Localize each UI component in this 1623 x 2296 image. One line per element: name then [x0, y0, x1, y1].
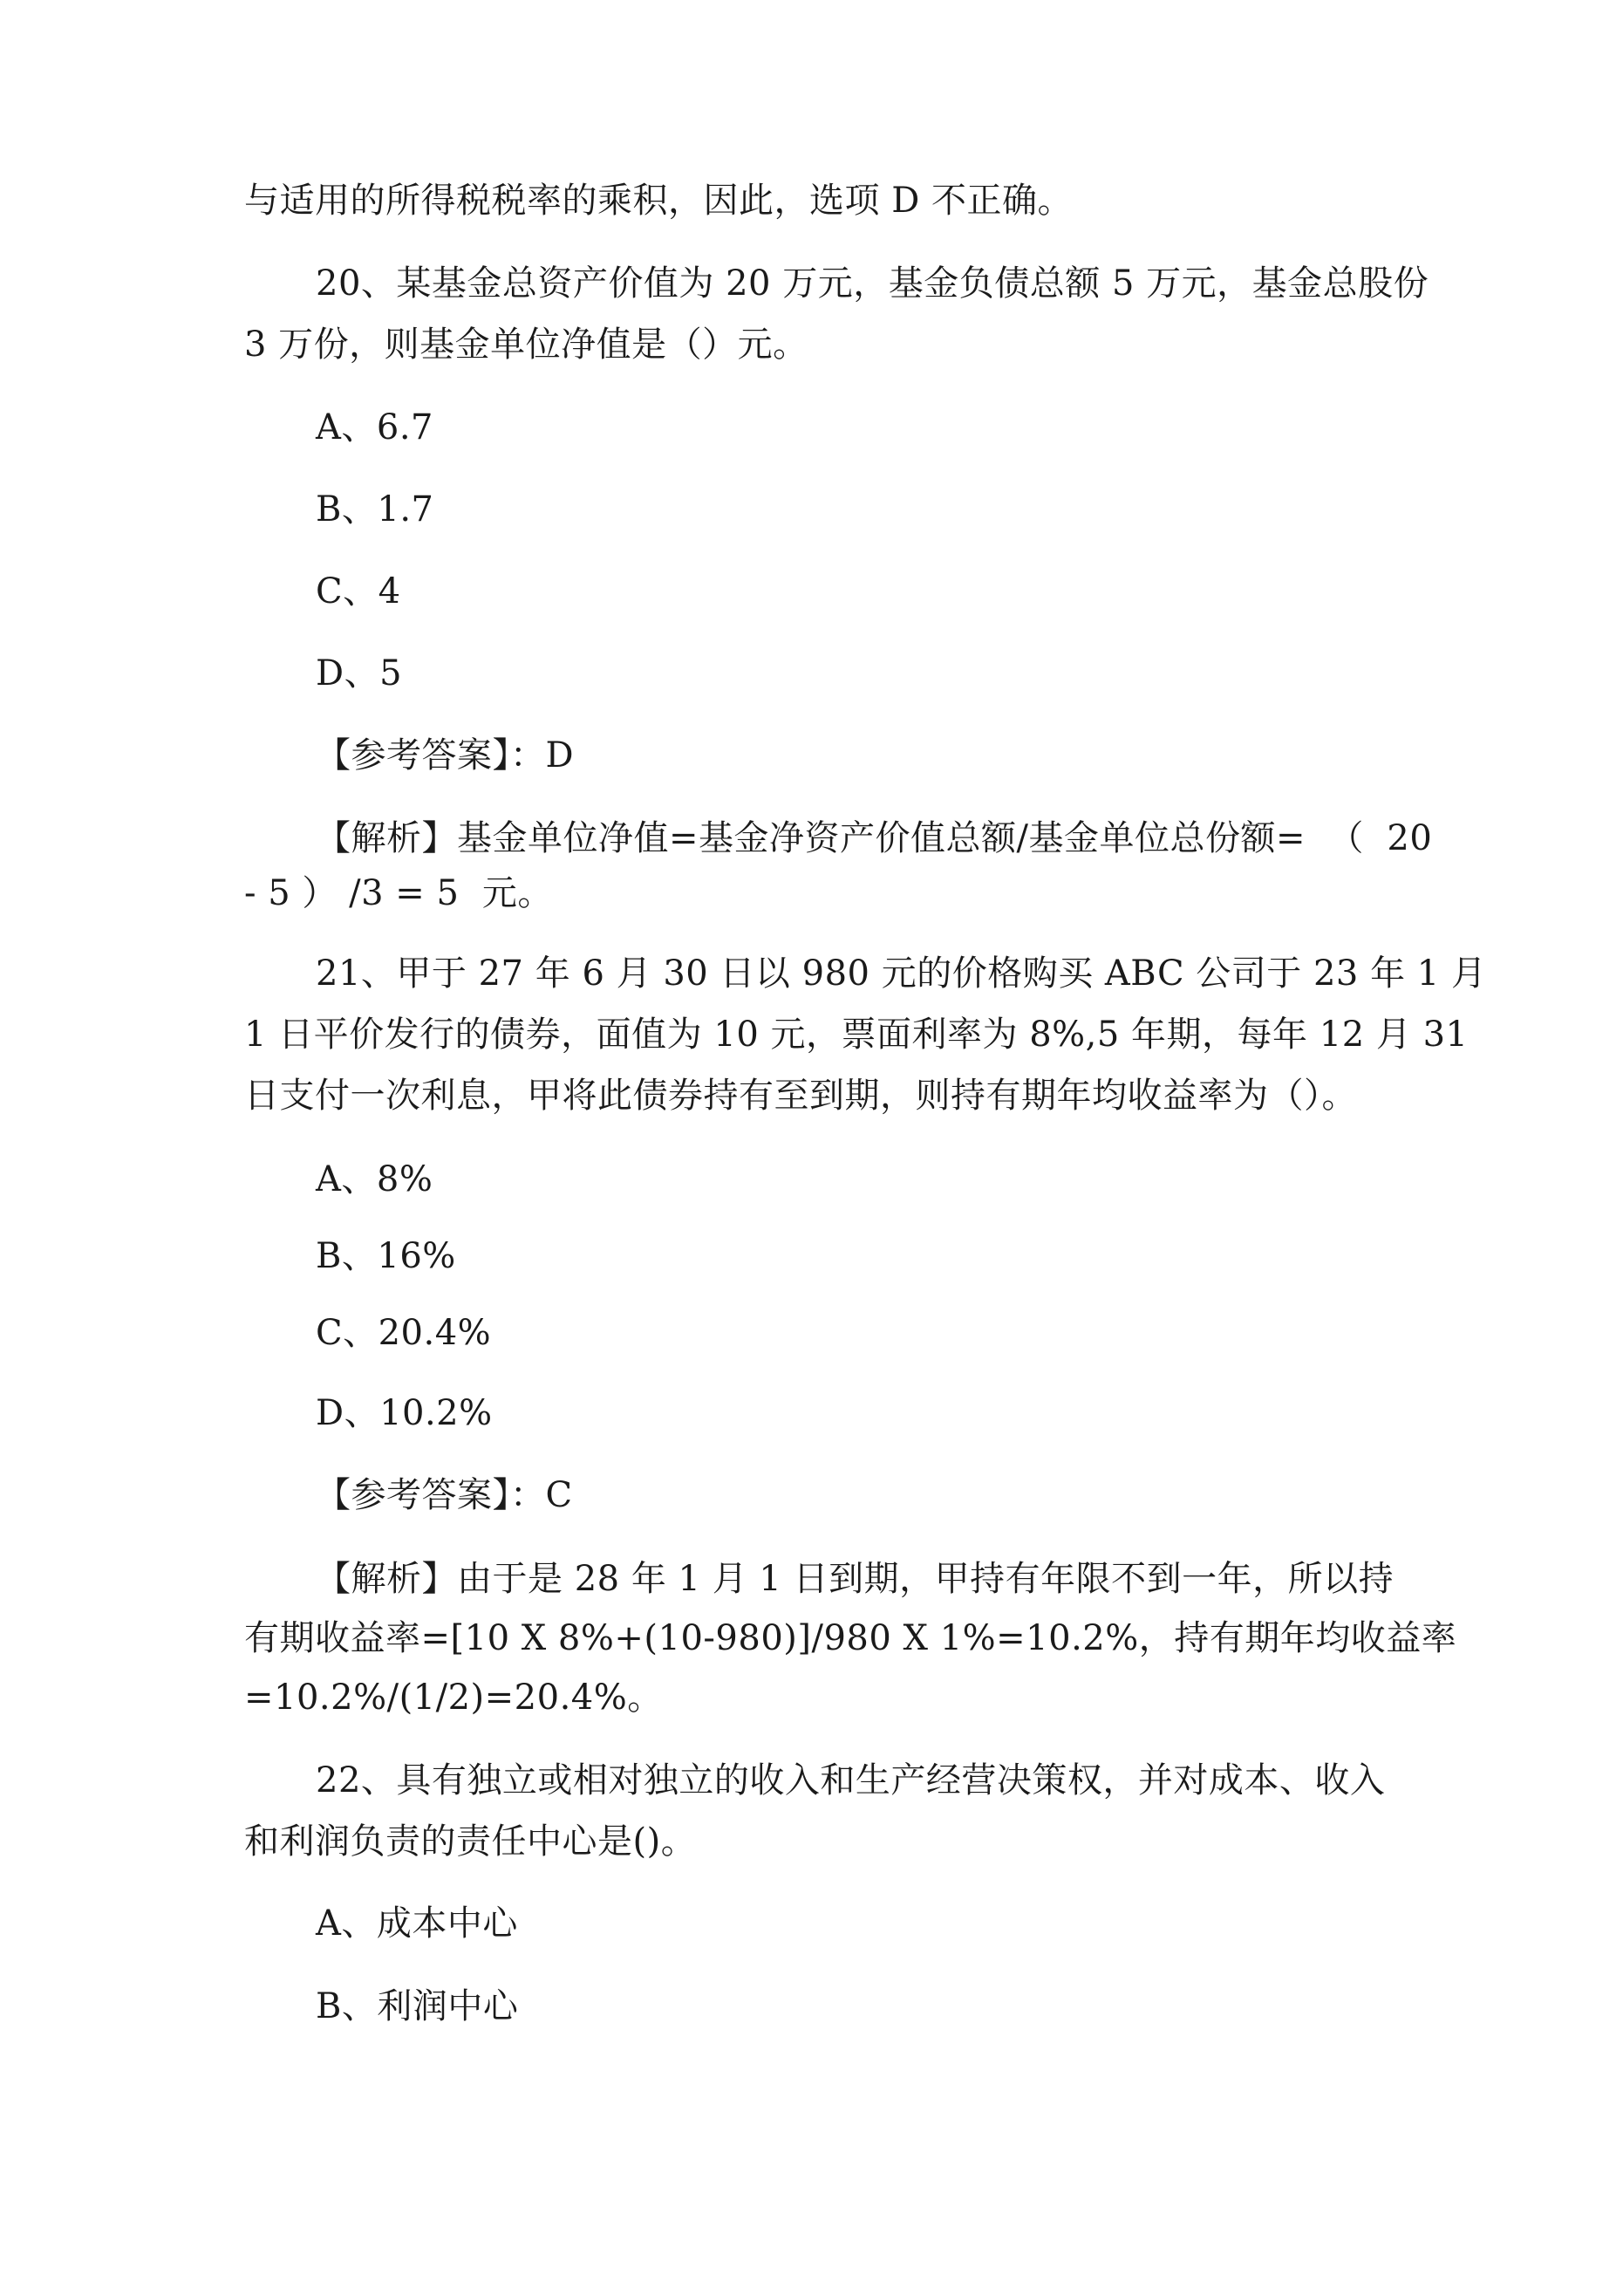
- question-20-text-cont: 3 万份，则基金单位净值是（）元。: [244, 325, 808, 365]
- question-22-text-cont: 和利润负责的责任中心是()。: [244, 1821, 697, 1862]
- question-21-text: 21、甲于 27 年 6 月 30 日以 980 元的价格购买 ABC 公司于 23 年 1 月: [316, 953, 1487, 994]
- question-21-option-a: A、8%: [316, 1159, 433, 1199]
- question-22-text: 22、具有独立或相对独立的收入和生产经营决策权，并对成本、收入: [316, 1760, 1386, 1801]
- question-20-text: 20、某基金总资产价值为 20 万元，基金负债总额 5 万元，基金总股份: [316, 263, 1429, 304]
- question-21-analysis-cont2: =10.2%/(1/2)=20.4%。: [244, 1678, 663, 1718]
- paragraph-q19-conclusion: 与适用的所得税税率的乘积，因此，选项 D 不正确。: [244, 181, 1073, 221]
- question-21-option-c: C、20.4%: [316, 1313, 492, 1353]
- question-21-option-d: D、10.2%: [316, 1393, 493, 1433]
- question-20-option-a: A、6.7: [316, 407, 433, 448]
- question-20-answer: 【参考答案】：D: [316, 735, 575, 776]
- question-20-analysis: 【解析】基金单位净值=基金净资产价值总额/基金单位总份额= （ 20: [316, 818, 1433, 858]
- question-21-analysis: 【解析】由于是 28 年 1 月 1 日到期，甲持有年限不到一年，所以持: [316, 1559, 1395, 1599]
- question-20-option-b: B、1.7: [316, 489, 434, 530]
- question-21-answer: 【参考答案】：C: [316, 1475, 573, 1515]
- question-20-analysis-cont: - 5 ） /3 = 5 元。: [244, 873, 553, 913]
- question-20-option-d: D、5: [316, 653, 403, 694]
- question-21-text-cont2: 日支付一次利息，甲将此债券持有至到期，则持有期年均收益率为（）。: [244, 1076, 1357, 1116]
- question-21-analysis-cont1: 有期收益率=[10 X 8%+(10-980)]/980 X 1%=10.2%，持有期年均收益率: [244, 1618, 1457, 1658]
- question-22-option-a: A、成本中心: [316, 1903, 518, 1944]
- question-21-text-cont1: 1 日平价发行的债券，面值为 10 元，票面利率为 8%,5 年期，每年 12 月 31: [244, 1015, 1469, 1055]
- question-21-option-b: B、16%: [316, 1236, 456, 1276]
- question-20-option-c: C、4: [316, 571, 401, 612]
- question-22-option-b: B、利润中心: [316, 1986, 519, 2026]
